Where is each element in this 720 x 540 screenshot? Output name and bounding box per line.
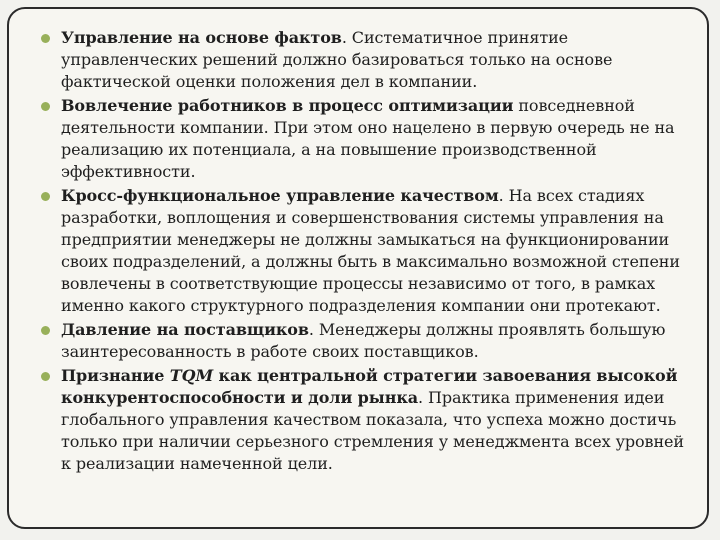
bullet-dot-icon	[41, 326, 50, 335]
bullet-item-suppliers	[41, 319, 691, 363]
bullet-heading: Вовлечение работников в процесс оптимизации	[61, 96, 514, 115]
bullet-heading-prefix: Признание	[61, 366, 170, 385]
bullet-heading: Управление на основе фактов	[61, 28, 342, 47]
tqm-term: TQM	[169, 366, 214, 385]
bullet-dot-icon	[41, 192, 50, 201]
bullet-dot-icon	[41, 372, 50, 381]
bullet-item-facts	[41, 27, 691, 93]
bullet-heading: Давление на поставщиков	[61, 320, 309, 339]
bullet-item-involvement	[41, 95, 691, 183]
bullet-dot-icon	[41, 34, 50, 43]
bullet-item-cross-functional	[41, 185, 691, 317]
bullet-text: . Систематичное принятие управленческих решений должно базироваться только на основе фактической оценки положения дел в компании.	[61, 28, 613, 91]
bullet-text: . Практика применения идеи глобального управления качеством показала, что успеха можно достичь только при наличии серьезного стремления у менеджмента всех уровней к реализации намеченной цели.	[61, 388, 684, 473]
bullet-list	[41, 27, 691, 475]
bullet-dot-icon	[41, 102, 50, 111]
bullet-text: . Менеджеры должны проявлять большую заинтересованность в работе своих поставщиков.	[61, 320, 666, 361]
bullet-text: повседневной деятельности компании. При этом оно нацелено в первую очередь не на реализацию их потенциала, а на повышение производственной эффективности.	[61, 96, 675, 181]
slide-content	[41, 27, 691, 477]
bullet-text: . На всех стадиях разработки, воплощения и совершенствования системы управления на предприятии менеджеры не должны замыкаться на функционировании своих подразделений, а должны быть в максимально возможной степени вовлечены в соответствующие процессы независимо от того, в рамках именно какого структурного подразделения компании они протекают.	[61, 186, 680, 315]
bullet-heading: как центральной стратегии завоевания высокой конкурентоспособности и доли рынка	[61, 366, 678, 407]
bullet-heading: Кросс-функциональное управление качеством	[61, 186, 499, 205]
bullet-item-tqm	[41, 365, 691, 475]
